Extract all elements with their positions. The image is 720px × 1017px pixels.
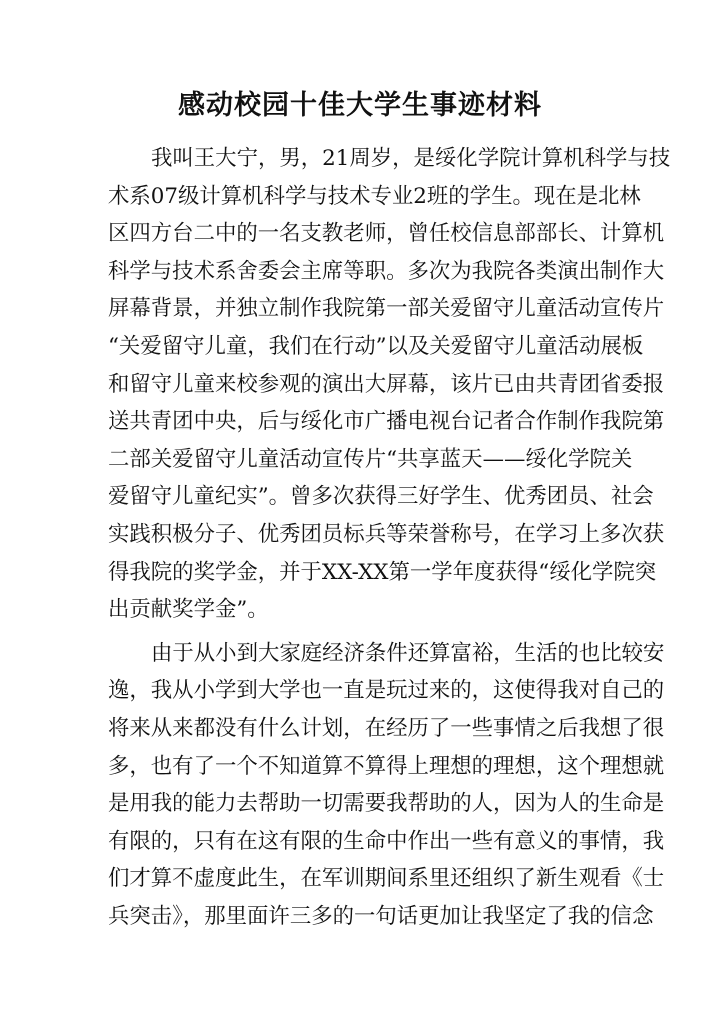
document-body xyxy=(108,140,671,935)
paragraph-line: 我叫王大宁，男，21周岁，是绥化学院计算机科学与技 xyxy=(151,146,671,171)
paragraph-line: 是用我的能力去帮助一切需要我帮助的人，因为人的生命是 xyxy=(108,791,665,817)
paragraph-line: 爱留守儿童纪实”。曾多次获得三好学生、优秀团员、社会 xyxy=(108,484,654,510)
paragraph-line: 由于从小到大家庭经济条件还算富裕，生活的也比较安 xyxy=(151,640,665,666)
paragraph-line: 送共青团中央，后与绥化市广播电视台记者合作制作我院第 xyxy=(108,409,665,435)
paragraph-line: 出贡献奖学金”。 xyxy=(108,597,269,623)
paragraph-line: 多，也有了一个不知道算不算得上理想的理想，这个理想就 xyxy=(108,753,665,779)
paragraph-line: 们才算不虚度此生，在军训期间系里还组织了新生观看《士 xyxy=(108,866,665,892)
paragraph-line: 区四方台二中的一名支教老师，曾任校信息部部长、计算机 xyxy=(108,221,665,247)
paragraph-1 xyxy=(108,140,671,629)
paragraph-2 xyxy=(108,635,665,936)
paragraph-line: “关爱留守儿童，我们在行动”以及关爱留守儿童活动展板 xyxy=(108,333,644,359)
paragraph-line: 逸，我从小学到大学也一直是玩过来的，这使得我对自己的 xyxy=(108,678,665,704)
paragraph-line: 有限的，只有在这有限的生命中作出一些有意义的事情，我 xyxy=(108,828,665,854)
paragraph-line: 和留守儿童来校参观的演出大屏幕，该片已由共青团省委报 xyxy=(108,371,665,397)
paragraph-line: 科学与技术系舍委会主席等职。多次为我院各类演出制作大 xyxy=(108,258,665,284)
document-title: 感动校园十佳大学生事迹材料 xyxy=(178,90,542,121)
paragraph-line: 将来从来都没有什么计划，在经历了一些事情之后我想了很 xyxy=(108,715,665,741)
paragraph-line: 实践积极分子、优秀团员标兵等荣誉称号，在学习上多次获 xyxy=(108,521,665,547)
paragraph-line: 兵突击》，那里面许三多的一句话更加让我坚定了我的信念 xyxy=(108,903,654,929)
paragraph-line: 屏幕背景，并独立制作我院第一部关爱留守儿童活动宣传片 xyxy=(108,296,665,322)
paragraph-line: 二部关爱留守儿童活动宣传片“共享蓝天——绥化学院关 xyxy=(108,446,633,472)
paragraph-line: 得我院的奖学金，并于XX-XX第一学年度获得“绥化学院突 xyxy=(108,559,657,585)
paragraph-line: 术系07级计算机科学与技术专业2班的学生。现在是北林 xyxy=(108,183,641,209)
